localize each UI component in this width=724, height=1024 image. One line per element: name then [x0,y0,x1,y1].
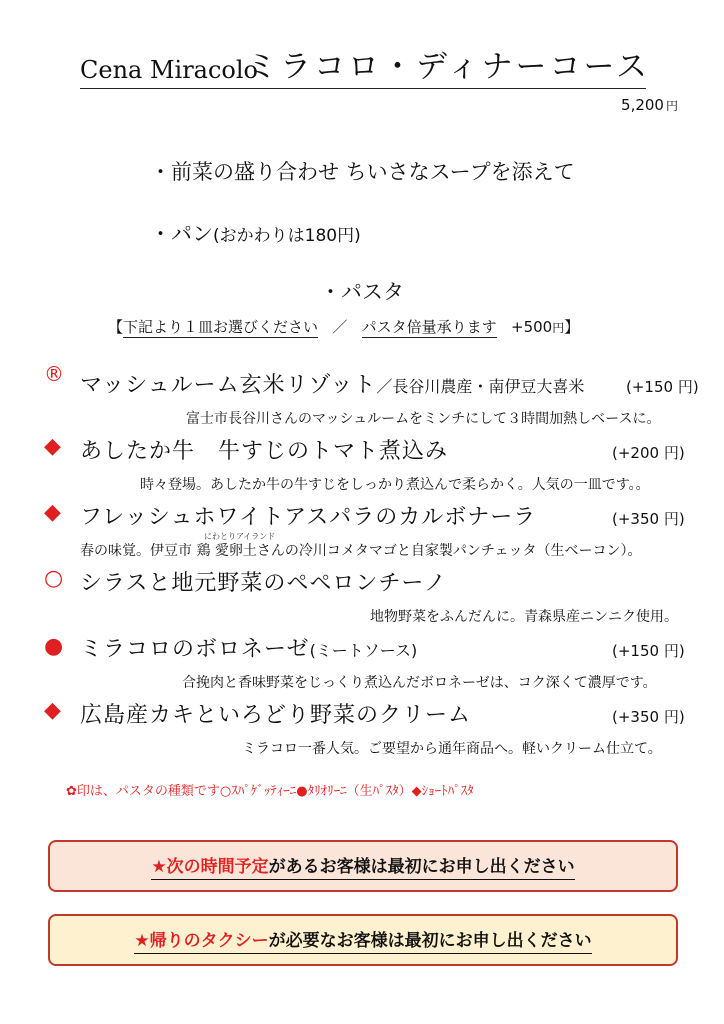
bracket-close: 】 [564,318,580,336]
bracket-open: 【 [108,318,124,336]
dish-name: シラスと地元野菜のペペロンチーノ [80,571,447,596]
price-value: 5,200 [621,96,664,114]
diamond-icon: ◆ [44,698,61,723]
dish-upcharge: (+150 円) [612,642,685,660]
course-bullet: ・ [150,160,171,184]
diamond-icon: ◆ [44,434,61,459]
notice-highlight: 次の時間予定 [166,857,269,877]
title-latin: Cena Miracolo [80,56,259,84]
dish-carbonara [80,500,536,531]
legend-spaghettini: ｽﾊﾟｹﾞｯﾃｨｰﾆ [231,784,297,799]
diamond-icon: ◆ [411,784,422,799]
legend-short-pasta: ｼｮｰﾄﾊﾟｽﾀ [421,784,474,799]
notice-highlight: 帰りのタクシー [149,931,269,951]
dish-description: 合挽肉と香味野菜をじっくり煮込んだボロネーゼは、コク深くて濃厚です。 [182,675,657,691]
dish-description: 富士市長谷川さんのマッシュルームをミンチにして３時間加熱しベースに。 [186,411,661,427]
star-icon: ★ [151,857,167,877]
course-bullet: ・ [150,222,171,246]
dish-upcharge: (+200 円) [612,444,685,462]
dish-upcharge: (+350 円) [612,708,685,726]
course-text: パン [171,222,213,246]
dish-description [80,540,641,560]
desc-post: 愛卵土さんの冷川コメタマゴと自家製パンチェッタ（生ベーコン）。 [210,543,642,559]
note-extra: +500 [511,318,553,336]
filled-circle-icon: ● [296,784,308,799]
course-note: (おかわりは180円) [213,226,361,246]
pasta-heading: ・パスタ [320,280,404,304]
dish-name: フレッシュホワイトアスパラのカルボナーラ [80,505,537,530]
dish-name: ミラコロのボロネーゼ [80,637,310,662]
dish-upcharge: (+350 円) [612,510,685,528]
diamond-icon: ◆ [44,500,61,525]
pasta-type-legend [66,780,474,799]
dish-peperoncino [80,566,447,597]
dish-name: マッシュルーム玄米リゾット [80,373,377,398]
title-japanese: ミラコロ・ディナーコース [246,49,650,85]
price-unit: 円 [665,99,678,113]
circle-outline-icon: ○ [219,784,232,799]
course-text: 前菜の盛り合わせ ちいさなスープを添えて [171,160,575,184]
note-extra-unit: 円 [552,321,565,335]
legend-prefix: ✿印は、パスタの種類です [66,784,220,799]
legend-tagliolini: ﾀﾘｵﾘｰﾆ（生ﾊﾟｽﾀ） [307,784,412,799]
dish-upcharge: (+150 円) [626,378,699,396]
pasta-note [108,316,579,337]
dish-beef-tendon [80,434,448,465]
dish-description: 時々登場。あしたか牛の牛すじをしっかり煮込んで柔らかく。人気の一皿です。。 [140,477,650,493]
course-bread [150,218,361,248]
circle-outline-icon: ○ [44,566,64,591]
notice-text [134,926,591,954]
dish-bolognese [80,632,417,663]
note-separator: ／ [332,318,348,336]
dish-name: 広島産カキといろどり野菜のクリーム [80,703,472,728]
dish-description: ミラコロ一番人気。ご要望から通年商品へ。軽いクリーム仕立て。 [242,741,662,757]
filled-circle-icon: ● [44,634,64,659]
dish-risotto [80,368,584,399]
course-appetizer [150,156,575,186]
notice-rest: があるお客様は最初にお申し出ください [268,857,575,877]
dish-suffix: ／長谷川農産・南伊豆大喜米 [376,377,585,396]
notice-taxi [48,914,678,966]
notice-time-schedule [48,840,678,892]
desc-pre: 春の味覚。伊豆市 [80,543,197,559]
notice-text [151,852,574,880]
dish-suffix: (ミートソース) [309,641,418,660]
registered-mark-icon: ® [44,362,64,386]
star-icon: ★ [134,931,150,951]
note-select: 下記より１皿お選びください [123,318,319,336]
course-price [621,96,678,114]
dish-name: あしたか牛 牛すじのトマト煮込み [80,439,449,464]
notice-rest: が必要なお客様は最初にお申し出ください [268,931,592,951]
desc-ruby-base: 鶏 [196,543,211,559]
menu-title [80,44,650,89]
dish-oyster-cream [80,698,471,729]
ruby-annotation: にわとりアイランド [204,532,276,541]
note-double: パスタ倍量承ります [361,318,497,336]
dish-description: 地物野菜をふんだんに。青森県産ニンニク使用。 [370,609,678,625]
